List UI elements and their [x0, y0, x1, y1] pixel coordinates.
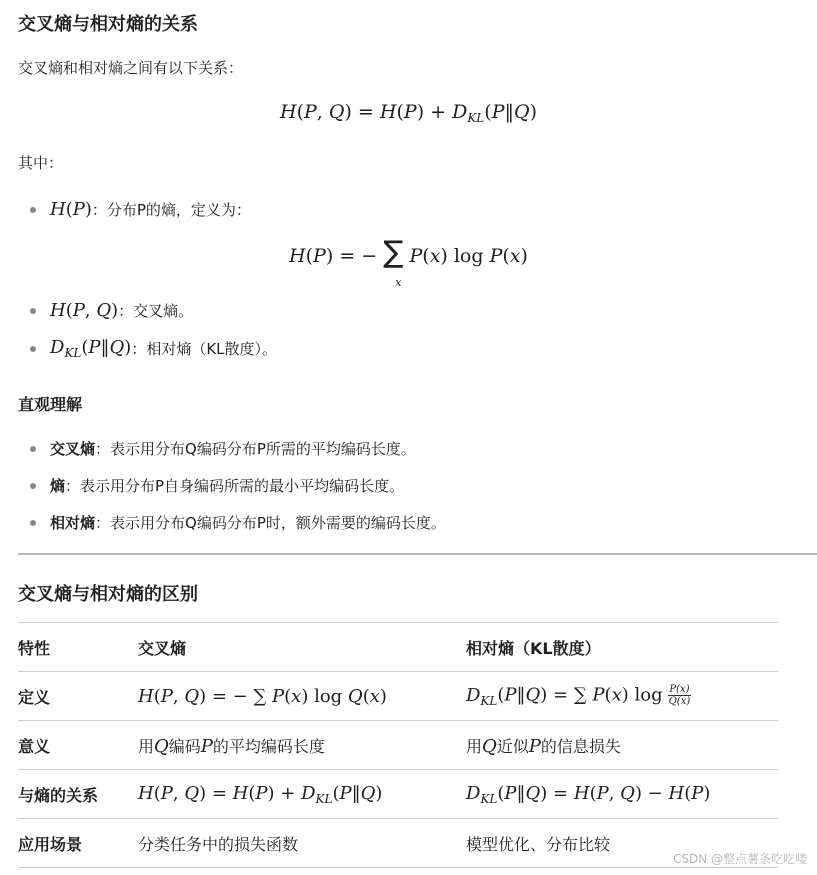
watermark: CSDN @整点薯条吃吃喽	[672, 852, 807, 866]
intuition-text: ：表示用分布P自身编码所需的最小平均编码长度。	[65, 477, 405, 495]
kl-relation: $D_{KL}(P‖Q) = H(P$, Q) − H(P)	[466, 770, 778, 819]
relation-formula: H(P, $Q) = H(P) + D_{KL}(P‖Q)$	[280, 101, 537, 125]
row-label: 定义	[18, 672, 138, 721]
row-label: 应用场景	[18, 819, 138, 868]
intuition-item	[30, 512, 446, 533]
section-title-difference: 交叉熵与相对熵的区别	[18, 584, 198, 605]
bullet-dot	[30, 346, 36, 352]
intuition-item	[30, 475, 404, 496]
kl-application: 模型优化、分布比较	[466, 819, 778, 868]
bullet-cross-entropy	[30, 300, 193, 321]
intuition-term: 熵	[50, 477, 66, 495]
bullet-dot	[30, 308, 36, 314]
table-header-cell: 交叉熵	[138, 623, 466, 672]
bullet-kl	[30, 337, 277, 360]
bullet-dot	[30, 446, 36, 452]
cross-entropy-application: 分类任务中的损失函数	[138, 819, 466, 868]
intuition-term: 交叉熵	[50, 440, 96, 458]
bullet-kl-text: ：相对熵（KL散度）。	[131, 340, 278, 358]
bullet-dot	[30, 520, 36, 526]
ratio-fraction: $\frac{P(x)}{Q(x)}$	[668, 684, 691, 708]
entropy-symbol: H(P)	[50, 199, 92, 220]
comparison-table	[18, 622, 778, 868]
where-text: 其中：	[18, 154, 64, 172]
kl-symbol: $D_{KL}(P‖Q)$	[50, 337, 132, 360]
intuition-title: 直观理解	[18, 395, 83, 414]
bullet-entropy	[30, 199, 251, 220]
meaning-text: 的信息损失	[540, 736, 621, 756]
cross-entropy-meaning: 用Q编码P的平均编码长度	[138, 721, 466, 770]
kl-meaning: 用Q近似P的信息损失	[466, 721, 778, 770]
bullet-cross-entropy-text: ：交叉熵。	[118, 302, 194, 320]
table-header-row	[18, 623, 778, 672]
table-row	[18, 721, 778, 770]
entropy-formula: H(P) = − ∑ x P(x) log P(x)	[289, 235, 528, 289]
section-title-relation: 交叉熵与相对熵的关系	[18, 14, 198, 35]
section-divider	[18, 553, 817, 555]
bullet-dot	[30, 483, 36, 489]
row-label: 意义	[18, 721, 138, 770]
kl-definition: $D_{KL}(P‖Q)$ = ∑ P(x) log $\frac{P(x)}{Q(x)}$	[466, 672, 778, 721]
bullet-dot	[30, 207, 36, 213]
intuition-item	[30, 438, 416, 459]
bullet-entropy-text: ：分布P的熵，定义为：	[91, 201, 251, 219]
table-row	[18, 770, 778, 819]
cross-entropy-definition: H(P, Q) = − ∑ P(x) log Q(x)	[138, 672, 466, 721]
table-row	[18, 672, 778, 721]
row-label: 与熵的关系	[18, 770, 138, 819]
intuition-text: ：表示用分布Q编码分布P所需的平均编码长度。	[95, 440, 416, 458]
table-header-cell: 相对熵（KL散度）	[466, 623, 778, 672]
intuition-term: 相对熵	[50, 514, 96, 532]
intro-text: 交叉熵和相对熵之间有以下关系：	[18, 59, 244, 77]
meaning-text: 的平均编码长度	[212, 736, 325, 756]
cross-entropy-relation: H(P, $Q) = H(P) + D_{KL}(P‖Q)$	[138, 770, 466, 819]
cross-entropy-symbol: H(P, Q)	[50, 300, 119, 321]
intuition-text: ：表示用分布Q编码分布P时，额外需要的编码长度。	[95, 514, 446, 532]
table-header-cell: 特性	[18, 623, 138, 672]
table-row	[18, 819, 778, 868]
